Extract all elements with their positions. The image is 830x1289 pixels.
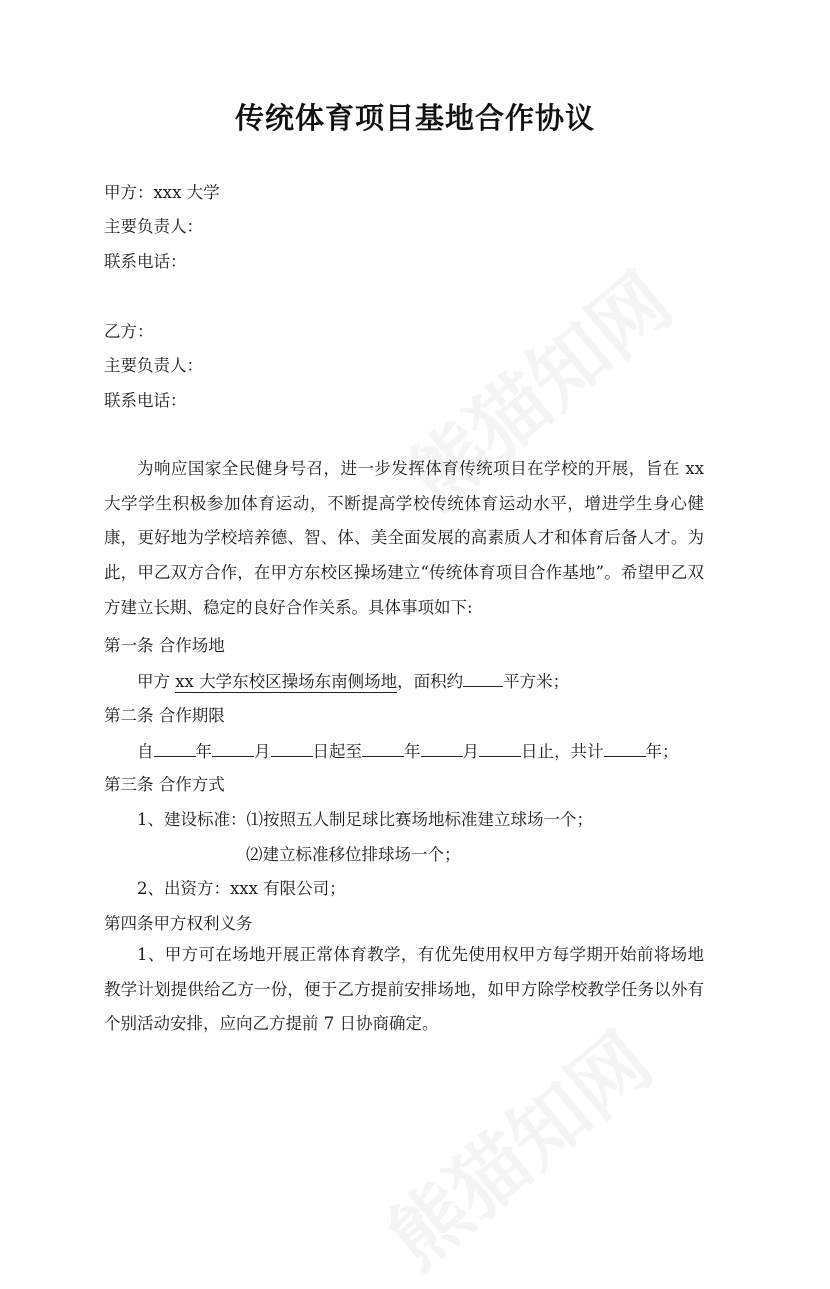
venue-prefix: 甲方 [137, 672, 176, 691]
end-day-blank [479, 740, 521, 757]
article-1-venue-line [137, 670, 569, 692]
period-day-2: 日止，共计 [521, 742, 604, 761]
period-month-1: 月 [254, 742, 271, 761]
start-year-blank [154, 740, 196, 757]
party-a-phone: 联系电话： [104, 252, 187, 271]
article-3-heading: 第三条 合作方式 [104, 775, 225, 794]
period-from: 自 [137, 742, 154, 761]
total-years-blank [604, 740, 646, 757]
intro-paragraph: 为响应国家全民健身号召，进一步发挥体育传统项目在学校的开展，旨在 xx 大学学生积极参加体育运动，不断提高学校传统体育运动水平，增进学生身心健康，更好地为学校培养德、智、体、美全面发展的高素质人才和体育后备人才。为此，甲乙双方合作，在甲方东校区操场建立“传统体育项目合作基地”。希望甲乙双方建立长期、稳定的良好合作关系。具体事项如下: [104, 459, 704, 617]
end-month-blank [421, 740, 463, 757]
party-b-lead: 主要负责人： [104, 356, 203, 375]
period-day-1: 日起至 [312, 742, 362, 761]
article-2-period-line [137, 740, 679, 762]
watermark-bottom [361, 1003, 672, 1289]
party-a-name: 甲方：xxx 大学 [104, 183, 220, 202]
end-year-blank [362, 740, 404, 757]
area-prefix: ，面积约 [397, 672, 464, 691]
period-year-1: 年 [195, 742, 212, 761]
party-b-phone: 联系电话： [104, 391, 187, 410]
article-2-heading: 第二条 合作期限 [104, 706, 225, 725]
party-b-name: 乙方： [104, 322, 154, 341]
period-year-2: 年 [404, 742, 421, 761]
start-day-blank [271, 740, 313, 757]
article-3-item-1b: ⑵建立标准移位排球场一个； [246, 845, 461, 864]
venue-name: xx 大学东校区操场东南侧场地 [175, 672, 398, 691]
area-blank [463, 670, 503, 687]
article-3-item-2: 2、出资方：xxx 有限公司； [137, 879, 346, 898]
article-1-heading: 第一条 合作场地 [104, 636, 225, 655]
period-month-2: 月 [462, 742, 479, 761]
article-3-item-1: 1、建设标准：⑴按照五人制足球比赛场地标准建立球场一个； [137, 810, 593, 829]
article-4-item-1: 1、甲方可在场地开展正常体育教学，有优先使用权甲方每学期开始前将场地教学计划提供给乙方一份，便于乙方提前安排场地，如甲方除学校教学任务以外有个别活动安排，应向乙方提前 7 日协商确定。 [104, 945, 704, 1034]
period-total: 年； [645, 742, 679, 761]
article-4-heading: 第四条甲方权利义务 [104, 914, 253, 933]
start-month-blank [212, 740, 254, 757]
party-a-lead: 主要负责人： [104, 217, 203, 236]
area-suffix: 平方米； [503, 672, 570, 691]
document-title: 传统体育项目基地合作协议 [234, 101, 595, 135]
